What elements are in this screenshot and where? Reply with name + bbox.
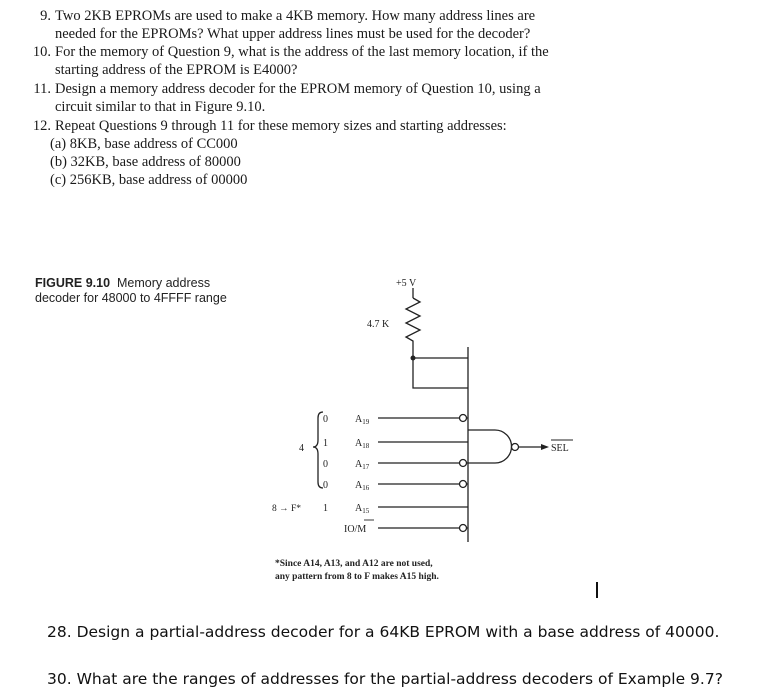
nand-gate: [468, 430, 512, 463]
bit-value: 0: [323, 414, 328, 425]
inversion-bubble: [460, 415, 467, 422]
text-cursor: [596, 582, 598, 598]
question-text: Design a memory address decoder for the EPROM memory of Question 10, using a: [55, 81, 541, 97]
question-text: Repeat Questions 9 through 11 for these memory sizes and starting addresses:: [55, 118, 507, 134]
subitem-b: (b) 32KB, base address of 80000: [50, 154, 241, 170]
input-label-a16: $A_{16}$: [355, 480, 370, 492]
bit-value: 1: [323, 503, 328, 514]
input-label-io-m: IO/M: [344, 524, 367, 535]
output-label-sel: SEL: [551, 443, 569, 454]
subitem-a: (a) 8KB, base address of CC000: [50, 136, 238, 152]
bit-value: 0: [323, 480, 328, 491]
caption-text: decoder for 48000 to 4FFFF range: [35, 291, 227, 305]
inversion-bubble: [460, 525, 467, 532]
question-number: 10.: [32, 44, 51, 60]
figure-label: FIGURE 9.10: [35, 276, 111, 290]
question-number: 11.: [33, 81, 51, 97]
input-label-a18: $A_{18}$: [355, 438, 370, 450]
question-text: starting address of the EPROM is E4000?: [55, 62, 298, 78]
footnote-line: any pattern from 8 to F makes A15 high.: [275, 572, 439, 582]
subitem-c: (c) 256KB, base address of 00000: [50, 172, 248, 188]
question-number: 9.: [40, 8, 51, 24]
inversion-bubble: [460, 481, 467, 488]
question-text: needed for the EPROMs? What upper address lines must be used for the decoder?: [55, 26, 531, 42]
junction-dot: [411, 356, 416, 361]
brace-label: 4: [299, 443, 304, 454]
arrow-icon: [541, 444, 549, 450]
resistor-label: 4.7 K: [367, 319, 390, 330]
question-text: circuit similar to that in Figure 9.10.: [55, 99, 266, 115]
bit-value: 0: [323, 459, 328, 470]
caption-text: Memory address: [116, 276, 211, 290]
question-text: For the memory of Question 9, what is the address of the last memory location, if the: [55, 44, 549, 60]
question-number: 12.: [32, 118, 51, 134]
question-text: Two 2KB EPROMs are used to make a 4KB memory. How many address lines are: [55, 8, 536, 24]
question-28: 28. Design a partial-address decoder for a 64KB EPROM with a base address of 40000.: [47, 623, 720, 641]
range-label: 8 → F*: [272, 504, 302, 514]
input-label-a15: $A_{15}$: [355, 503, 370, 515]
resistor-symbol: [406, 298, 420, 358]
output-bubble: [512, 444, 519, 451]
inversion-bubble: [460, 460, 467, 467]
input-label-a19: $A_{19}$: [355, 414, 370, 426]
footnote-line: *Since A14, A13, and A12 are not used,: [275, 559, 433, 569]
bit-value: 1: [323, 438, 328, 449]
supply-label: +5 V: [396, 278, 417, 289]
bracket: [313, 412, 323, 488]
input-label-a17: $A_{17}$: [355, 459, 370, 471]
question-30: 30. What are the ranges of addresses for the partial-address decoders of Example 9.7?: [47, 670, 723, 688]
